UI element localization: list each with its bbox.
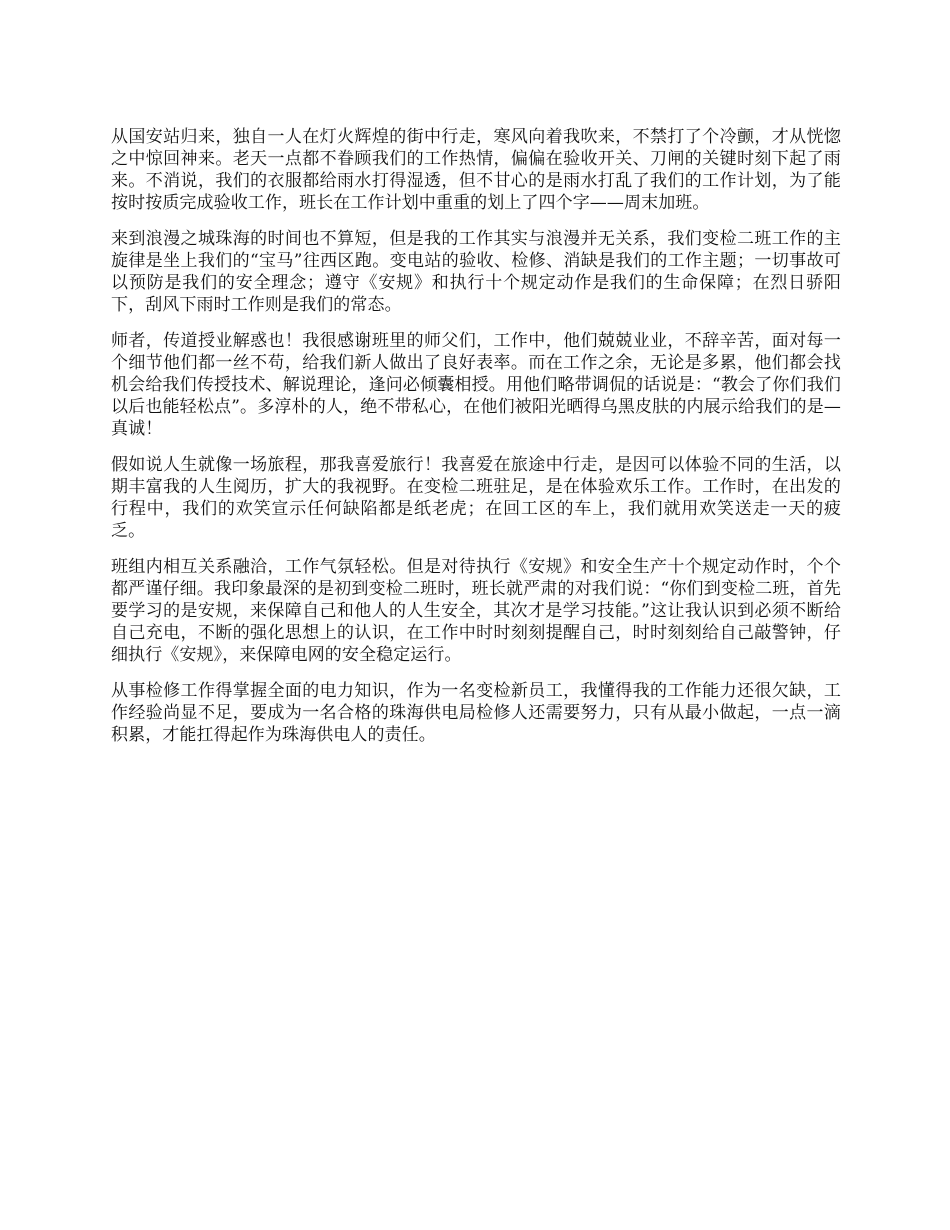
paragraph-5: 班组内相互关系融洽，工作气氛轻松。但是对待执行《安规》和安全生产十个规定动作时，个个都严谨仔细。我印象最深的是初到变检二班时，班长就严肃的对我们说：“你们到变检二班，首先要学习的是安规，来保障自己和他人的人生安全，其次才是学习技能。”这让我认识到必须不断给自己充电，不断的强化思想上的认识，在工作中时时刻刻提醒自己，时时刻刻给自己敲警钟，仔细执行《安规》，来保障电网的安全稳定运行。 bbox=[111, 557, 841, 665]
paragraph-1: 从国安站归来，独自一人在灯火辉煌的街中行走，寒风向着我吹来，不禁打了个冷颤，才从恍惚之中惊回神来。老天一点都不眷顾我们的工作热情，偏偏在验收开关、刀闸的关键时刻下起了雨来。不消说，我们的衣服都给雨水打得湿透，但不甘心的是雨水打乱了我们的工作计划，为了能按时按质完成验收工作，班长在工作计划中重重的划上了四个字——周末加班。 bbox=[111, 127, 841, 213]
paragraph-4: 假如说人生就像一场旅程，那我喜爱旅行！我喜爱在旅途中行走，是因可以体验不同的生活，以期丰富我的人生阅历，扩大的我视野。在变检二班驻足，是在体验欢乐工作。工作时，在出发的行程中，我们的欢笑宣示任何缺陷都是纸老虎；在回工区的车上，我们就用欢笑送走一天的疲乏。 bbox=[111, 455, 841, 541]
paragraph-2: 来到浪漫之城珠海的时间也不算短，但是我的工作其实与浪漫并无关系，我们变检二班工作的主旋律是坐上我们的“宝马”往西区跑。变电站的验收、检修、消缺是我们的工作主题；一切事故可以预防是我们的安全理念；遵守《安规》和执行十个规定动作是我们的生命保障；在烈日骄阳下，刮风下雨时工作则是我们的常态。 bbox=[111, 229, 841, 315]
paragraph-6: 从事检修工作得掌握全面的电力知识，作为一名变检新员工，我懂得我的工作能力还很欠缺，工作经验尚显不足，要成为一名合格的珠海供电局检修人还需要努力，只有从最小做起，一点一滴积累，才能扛得起作为珠海供电人的责任。 bbox=[111, 681, 841, 745]
paragraph-3: 师者，传道授业解惑也！我很感谢班里的师父们，工作中，他们兢兢业业，不辞辛苦，面对每一个细节他们都一丝不苟，给我们新人做出了良好表率。而在工作之余，无论是多累，他们都会找机会给我们传授技术、解说理论，逢问必倾囊相授。用他们略带调侃的话说是：“教会了你们我们以后也能轻松点”。多淳朴的人，绝不带私心，在他们被阳光晒得乌黑皮肤的内展示给我们的是—真诚！ bbox=[111, 331, 841, 439]
document-body bbox=[111, 126, 841, 760]
